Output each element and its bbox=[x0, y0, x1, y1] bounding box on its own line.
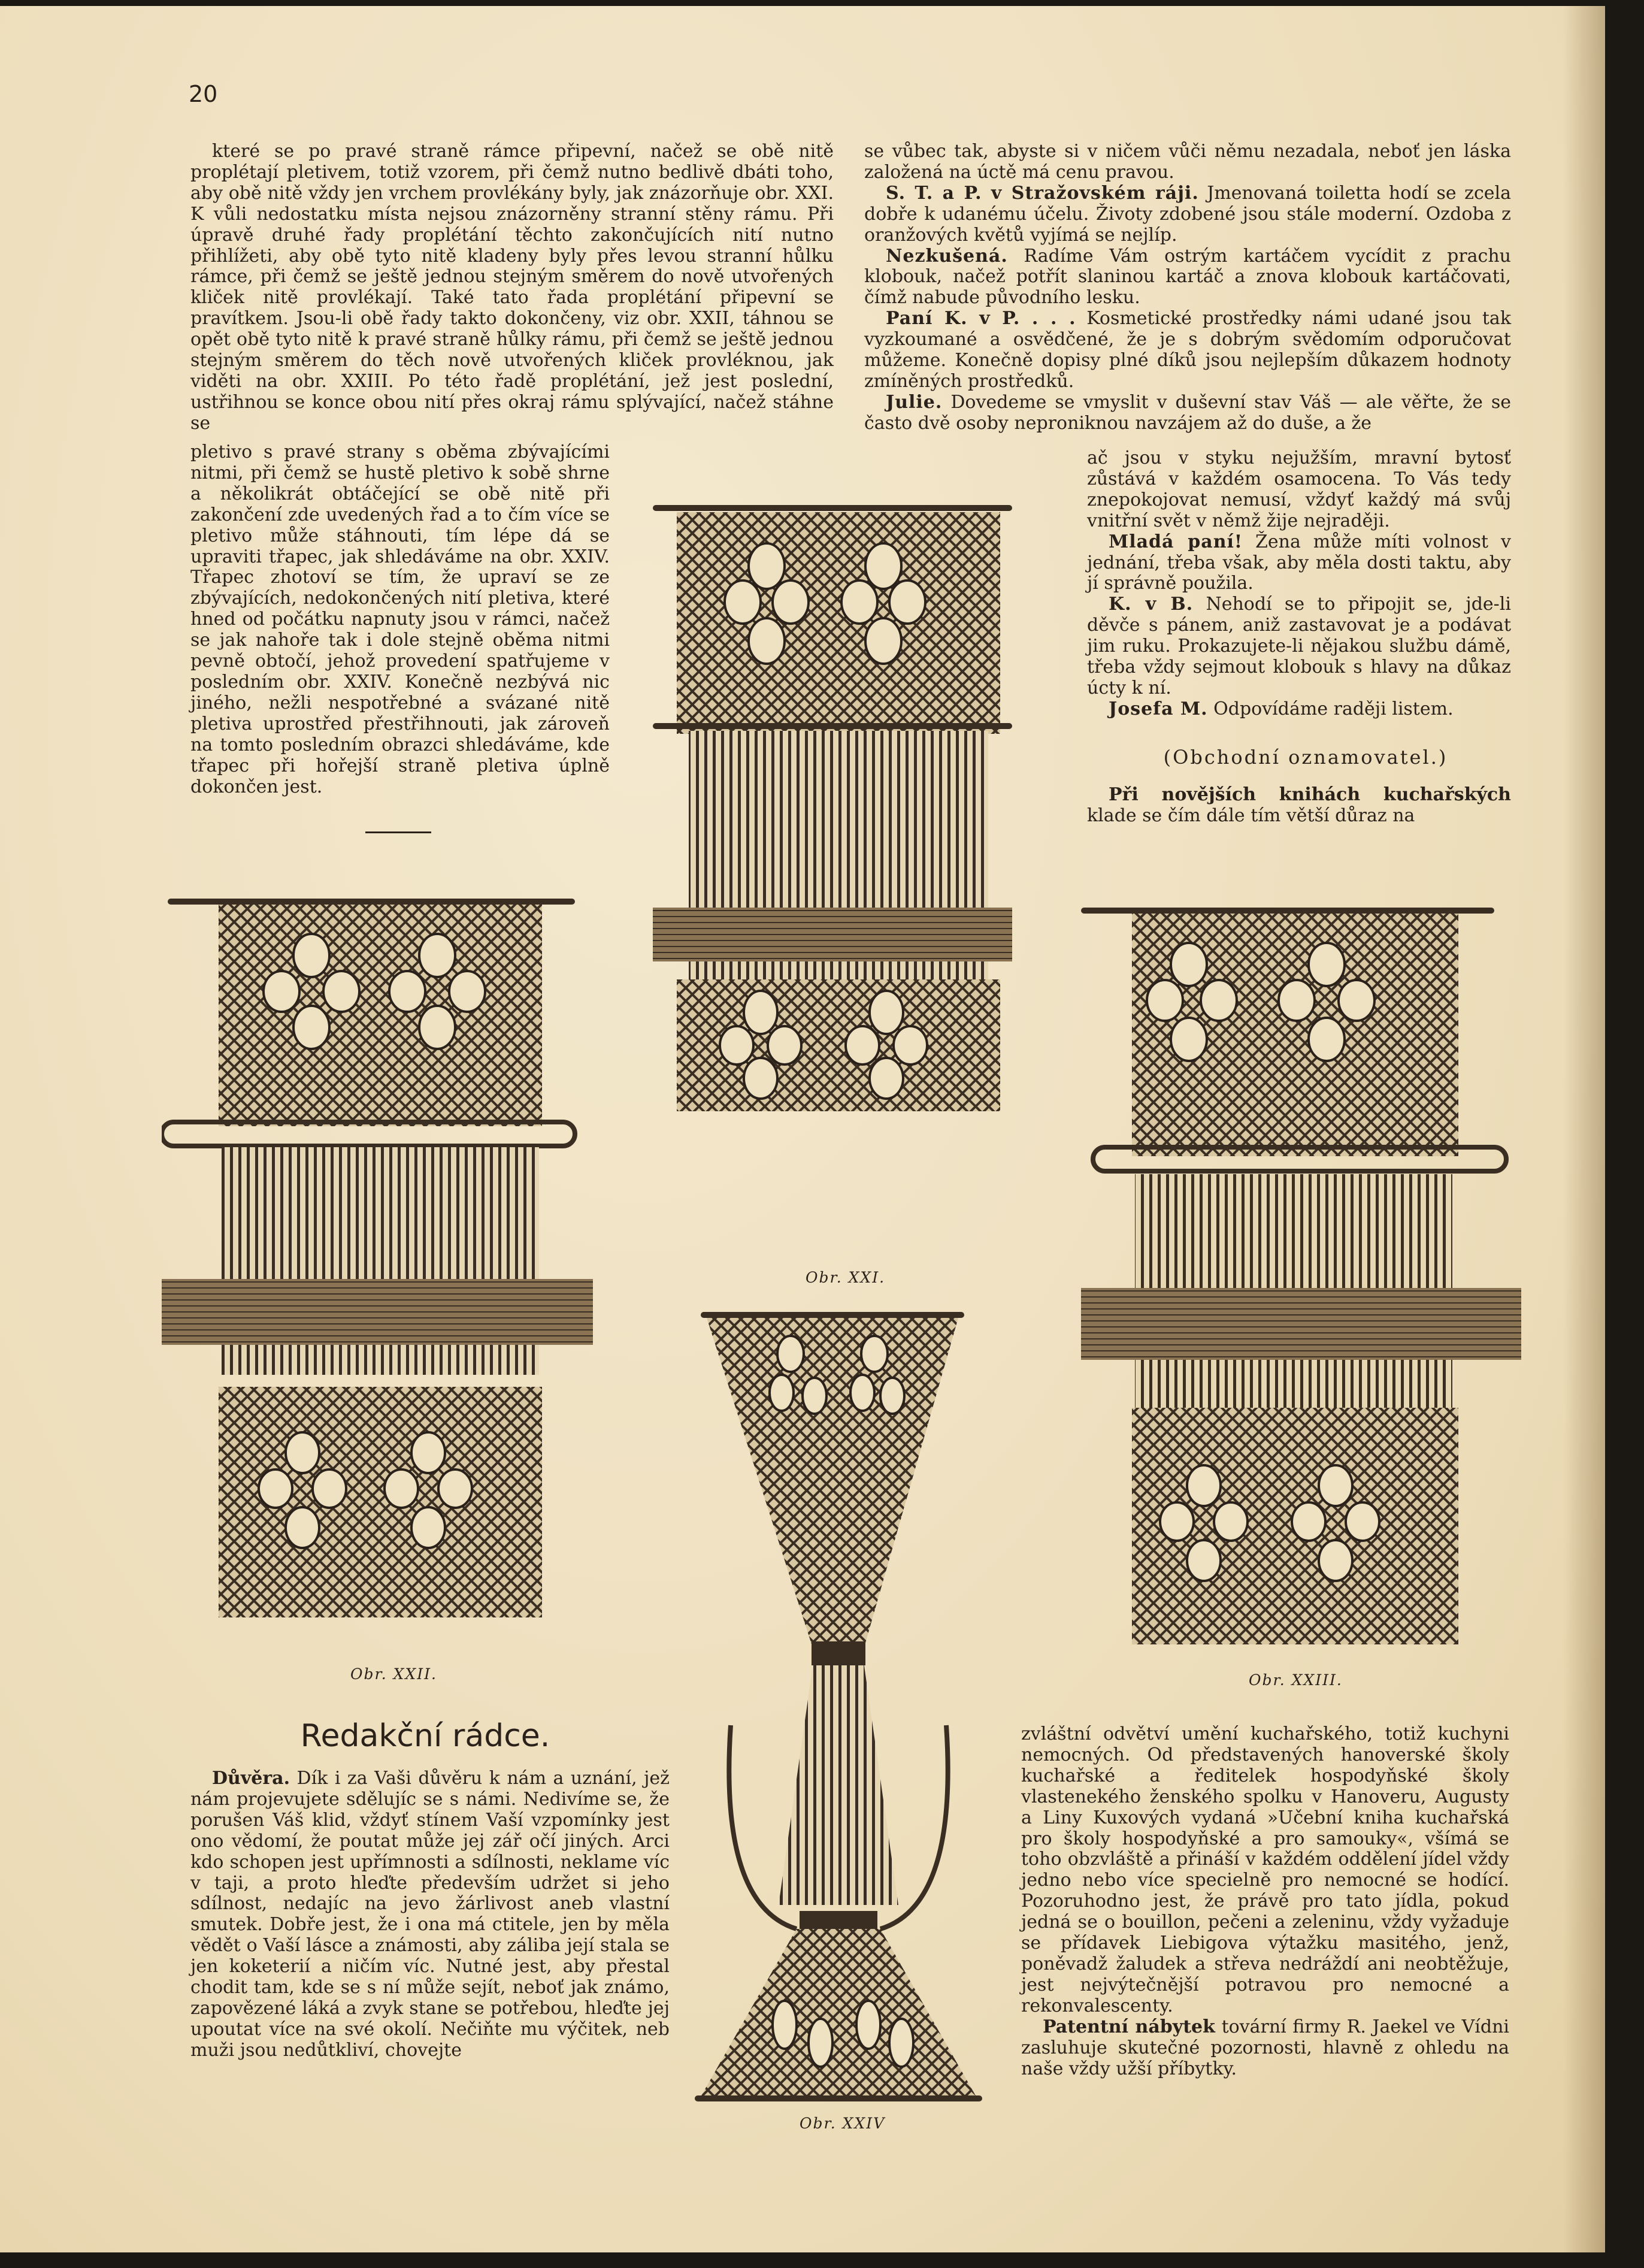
rod-middle-xxi bbox=[653, 723, 1012, 729]
rod-top-xxiii bbox=[1081, 908, 1494, 914]
figure-xxi bbox=[653, 500, 1024, 1234]
answer-7 bbox=[1087, 699, 1511, 720]
announcer-heading: (Obchodní oznamovatel.) bbox=[1163, 746, 1448, 769]
frame-bar-xxiii bbox=[1081, 1288, 1521, 1360]
rod-bottom-xxiv bbox=[695, 2095, 982, 2101]
answer-3 bbox=[864, 309, 1511, 392]
answer-4-text: Dovedeme se vmyslit v duševní stav Váš — ale věřte, že se často dvě osoby neproniknou navzájem až do duše, a že bbox=[864, 391, 1511, 434]
answer-7-name: Josefa M. bbox=[1109, 698, 1208, 719]
answer-6 bbox=[1087, 594, 1511, 699]
rod-top-xxiv bbox=[701, 1312, 964, 1318]
right-intro: se vůbec tak, abyste si v ničem vůči němu nezadala, neboť jen láska založená na úctě má cenu pravou. bbox=[864, 141, 1511, 183]
answer-1-text: Jmenovaná toiletta hodí se zcela dobře k udanému účelu. Životy zdobené jsou stále moderní. Ozdoba z oranžových květů vyjímá se nejlíp. bbox=[864, 182, 1511, 246]
figure-xxiv bbox=[695, 1306, 982, 2109]
answer-3-text: Kosmetické prostředky námi udané jsou tak vyzkoumané a osvědčené, že je s dobrým svědomím odporučovat můžeme. Konečně dopisy plné díků jsou nejlepším důkazem hodnoty zmíněných prostředků. bbox=[864, 308, 1511, 392]
net-upper-xxi bbox=[677, 512, 1000, 734]
section-divider bbox=[365, 831, 431, 833]
rod-top-xxi bbox=[653, 505, 1012, 511]
left-paragraph-1: které se po pravé straně rámce připevní, načež se obě nitě proplétají pletivem, totiž vzorem, při čemž nutno bedlivě dbáti toho, aby obě nitě vždy jen vrchem provlékány byly, jak znázorňuje obr. XXI. K vůli nedostatku místa nejsou znázorněny stranní stěny rámu. Při úpravě druhé řady proplétání těchto zakončujících nití nutno přihlížeti, aby obě tyto nitě kladeny byly přes levou stranní hůlku rámce, při čemž se ještě jednou stejným směrem do nově utvořených kliček nitě provlékají. Také tato řada proplétání připevní se pravítkem. Jsou-li obě řady takto dokončeny, viz obr. XXII, táhnou se opět obě tyto nitě k pravé straně hůlky rámu, při čemž se ještě jednou stejným směrem do těch nově utvořených kliček provléknou, jak viděti na obr. XXIII. Po této řadě proplétání, jež jest poslední, ustřihnou se konce obou nití přes okraj rámu splývající, načež stáhne se bbox=[190, 141, 834, 434]
frame-bar-xxii bbox=[162, 1279, 593, 1345]
ad-2-bold: Patentní nábytek bbox=[1043, 2016, 1215, 2037]
redakce-first-name: Důvěra. bbox=[212, 1768, 290, 1789]
page-number: 20 bbox=[189, 81, 218, 107]
figure-xxiii bbox=[1081, 905, 1524, 1653]
scan-edge bbox=[1605, 0, 1644, 2268]
answer-6-name: K. v B. bbox=[1109, 594, 1194, 615]
answer-5-name: Mladá paní! bbox=[1109, 531, 1243, 552]
spine-shadow bbox=[1563, 6, 1605, 2252]
tassel-tie-upper-xxiv bbox=[812, 1641, 865, 1665]
answer-2 bbox=[864, 246, 1511, 309]
answer-2-name: Nezkušená. bbox=[886, 245, 1008, 267]
ad-lead-bold: Při novějších knihách kuchařských bbox=[1109, 784, 1511, 805]
answer-7-text: Odpovídáme raději listem. bbox=[1213, 698, 1454, 719]
left-column-narrow bbox=[190, 442, 610, 797]
ad-lead bbox=[1087, 785, 1511, 827]
redakce-paragraph bbox=[190, 1768, 670, 2061]
caption-xxiv: Obr. XXIV bbox=[800, 2115, 886, 2132]
left-column bbox=[190, 141, 834, 434]
bottom-right-text: zvláštní odvětví umění kuchařského, totiž kuchyni nemocných. Od představených hanoverské školy kuchařské a ředitelek hospodyňské školy vlastenekého ženského spolku v Hanoveru, Augusty a Liny Kuxových vydaná »Učební kniha kuchařská pro školy hospodyňské a pro samouky«, všímá se toho obzvláště a přináší v každém oddělení jídel vždy jedno nebo více specielně pro nemocné se hodící. Pozoruhodno jest, že právě pro tato jídla, pokud jedná se o bouillon, pečeni a zeleninu, vždy vyžaduje se přídavek Liebigova výtažku masitého, jenž, poněvadž žaludek a střeva nedráždí ani neobtěžuje, jest nejvýtečnější potravou pro nemocné a rekonvalescenty. bbox=[1021, 1723, 1509, 2016]
caption-xxi: Obr. XXI. bbox=[806, 1269, 886, 1286]
right-column-narrow bbox=[1087, 448, 1511, 720]
tassel-lower-xxiv bbox=[701, 1929, 976, 2097]
answer-3-name: Paní K. v P. . . . bbox=[886, 308, 1076, 329]
frame-bar-xxi bbox=[653, 908, 1012, 961]
answer-4 bbox=[864, 392, 1511, 434]
net-upper-xxii bbox=[219, 905, 542, 1126]
ad-lead-paragraph bbox=[1087, 785, 1511, 827]
redakce-text: Dík i za Vaši důvěru k nám a uznání, jež nám projevujete sdělujíc se s námi. Nedivíme se, že porušen Váš klid, vždyť stínem Vaší vzpomínky jest ono vědomí, že poutat může jej zář očí jiných. Arci kdo schopen jest upřímnosti a sdílnosti, neklame víc v taji, a proto hleďte především udržet si jeho sdílnost, nedajíc na jevo žárlivost aneb vlastní smutek. Dobře jest, že i ona má ctitele, jen by měla vědět o Vaší lásce a známosti, aby záliba její stala se jen koketerií a ničím víc. Nutné jest, aby přestal chodit tam, kde se s ní může sejít, neboť jak známo, zapovězené láká a zvyk stane se potřebou, hleďte jej upoutat více na své okolí. Nečiňte mu výčitek, neb muži jsou nedůtkliví, chovejte bbox=[190, 1768, 670, 2061]
answer-6-text: Nehodí se to připojit se, jde-li děvče s pánem, aniž zastavovat je a podávat jim ruku. Prokazujete-li nějakou službu dámě, třeba vždy sejmout klobouk s hlavy na důkaz úcty k ní. bbox=[1087, 594, 1511, 698]
left-paragraph-2: pletivo s pravé strany s oběma zbývajícími nitmi, při čemž se hustě pletivo k sobě shrne a několikrát obtáčející se obě nitě při zakončení zde uvedených řad a to čím více se pletivo může stáhnouti, tím lépe dá se upraviti třapec, jak shledáváme na obr. XXIV. Třapec zhotoví se tím, že upraví se ze zbývajících, nedokončených nití pletiva, které hned od počátku napnuty jsou v rámci, načež se jak nahoře tak i dole stejně oběma nitmi pevně obtočí, jehož provedení spatřujeme v posledním obr. XXIV. Konečně nezbývá nic jiného, nežli nespotřebné a svázané nitě pletiva uprostřed přestřihnouti, jak zároveň na tomto posledním obrazci shledáváme, kde třapec při hořejší straně pletiva úplně dokončen jest. bbox=[190, 441, 610, 797]
answer-5 bbox=[1087, 532, 1511, 595]
figure-xxii bbox=[162, 896, 593, 1632]
ad-lead-text: klade se čím dále tím větší důraz na bbox=[1087, 805, 1415, 826]
bottom-right-column bbox=[1021, 1724, 1509, 2079]
answer-1 bbox=[864, 183, 1511, 246]
ad-2 bbox=[1021, 2017, 1509, 2080]
ad-2-text: továrnı́ firmy R. Jaekel ve Vídni zasluhuje skutečné pozornosti, hlavně z ohledu na naše vždy užší příbytky. bbox=[1021, 2016, 1509, 2079]
caption-xxii: Obr. XXII. bbox=[350, 1665, 437, 1683]
tassel-threads-xxiv bbox=[779, 1653, 898, 1905]
answer-2-text: Radíme Vám ostrým kartáčem vycídit z prachu klobouk, načež potřít slaninou kartáč a znova klobouk kartáčovati, čímž nabude původního lesku. bbox=[864, 245, 1511, 309]
redakce-column bbox=[190, 1768, 670, 2061]
answer-1-name: S. T. a P. v Stražovském ráji. bbox=[886, 182, 1199, 204]
answer-4-name: Julie. bbox=[886, 391, 943, 413]
tassel-tie-lower-xxiv bbox=[800, 1911, 877, 1929]
tassel-upper-xxiv bbox=[707, 1318, 958, 1653]
caption-xxiii: Obr. XXIII. bbox=[1249, 1671, 1343, 1689]
redakce-title: Redakční rádce. bbox=[300, 1718, 550, 1754]
answer-5-text: Žena může míti volnost v jednání, třeba však, aby měla dosti taktu, aby jí správně použila. bbox=[1087, 531, 1511, 594]
right-column bbox=[864, 141, 1511, 434]
answer-4-continued: ač jsou v styku nejužším, mravní bytosť zůstává v každém osamocena. To Vás tedy znepokojovat nemusí, vždyť každý má svůj vnitřní svět v němž žije nejraději. bbox=[1087, 447, 1511, 531]
rod-top-xxii bbox=[168, 899, 575, 905]
